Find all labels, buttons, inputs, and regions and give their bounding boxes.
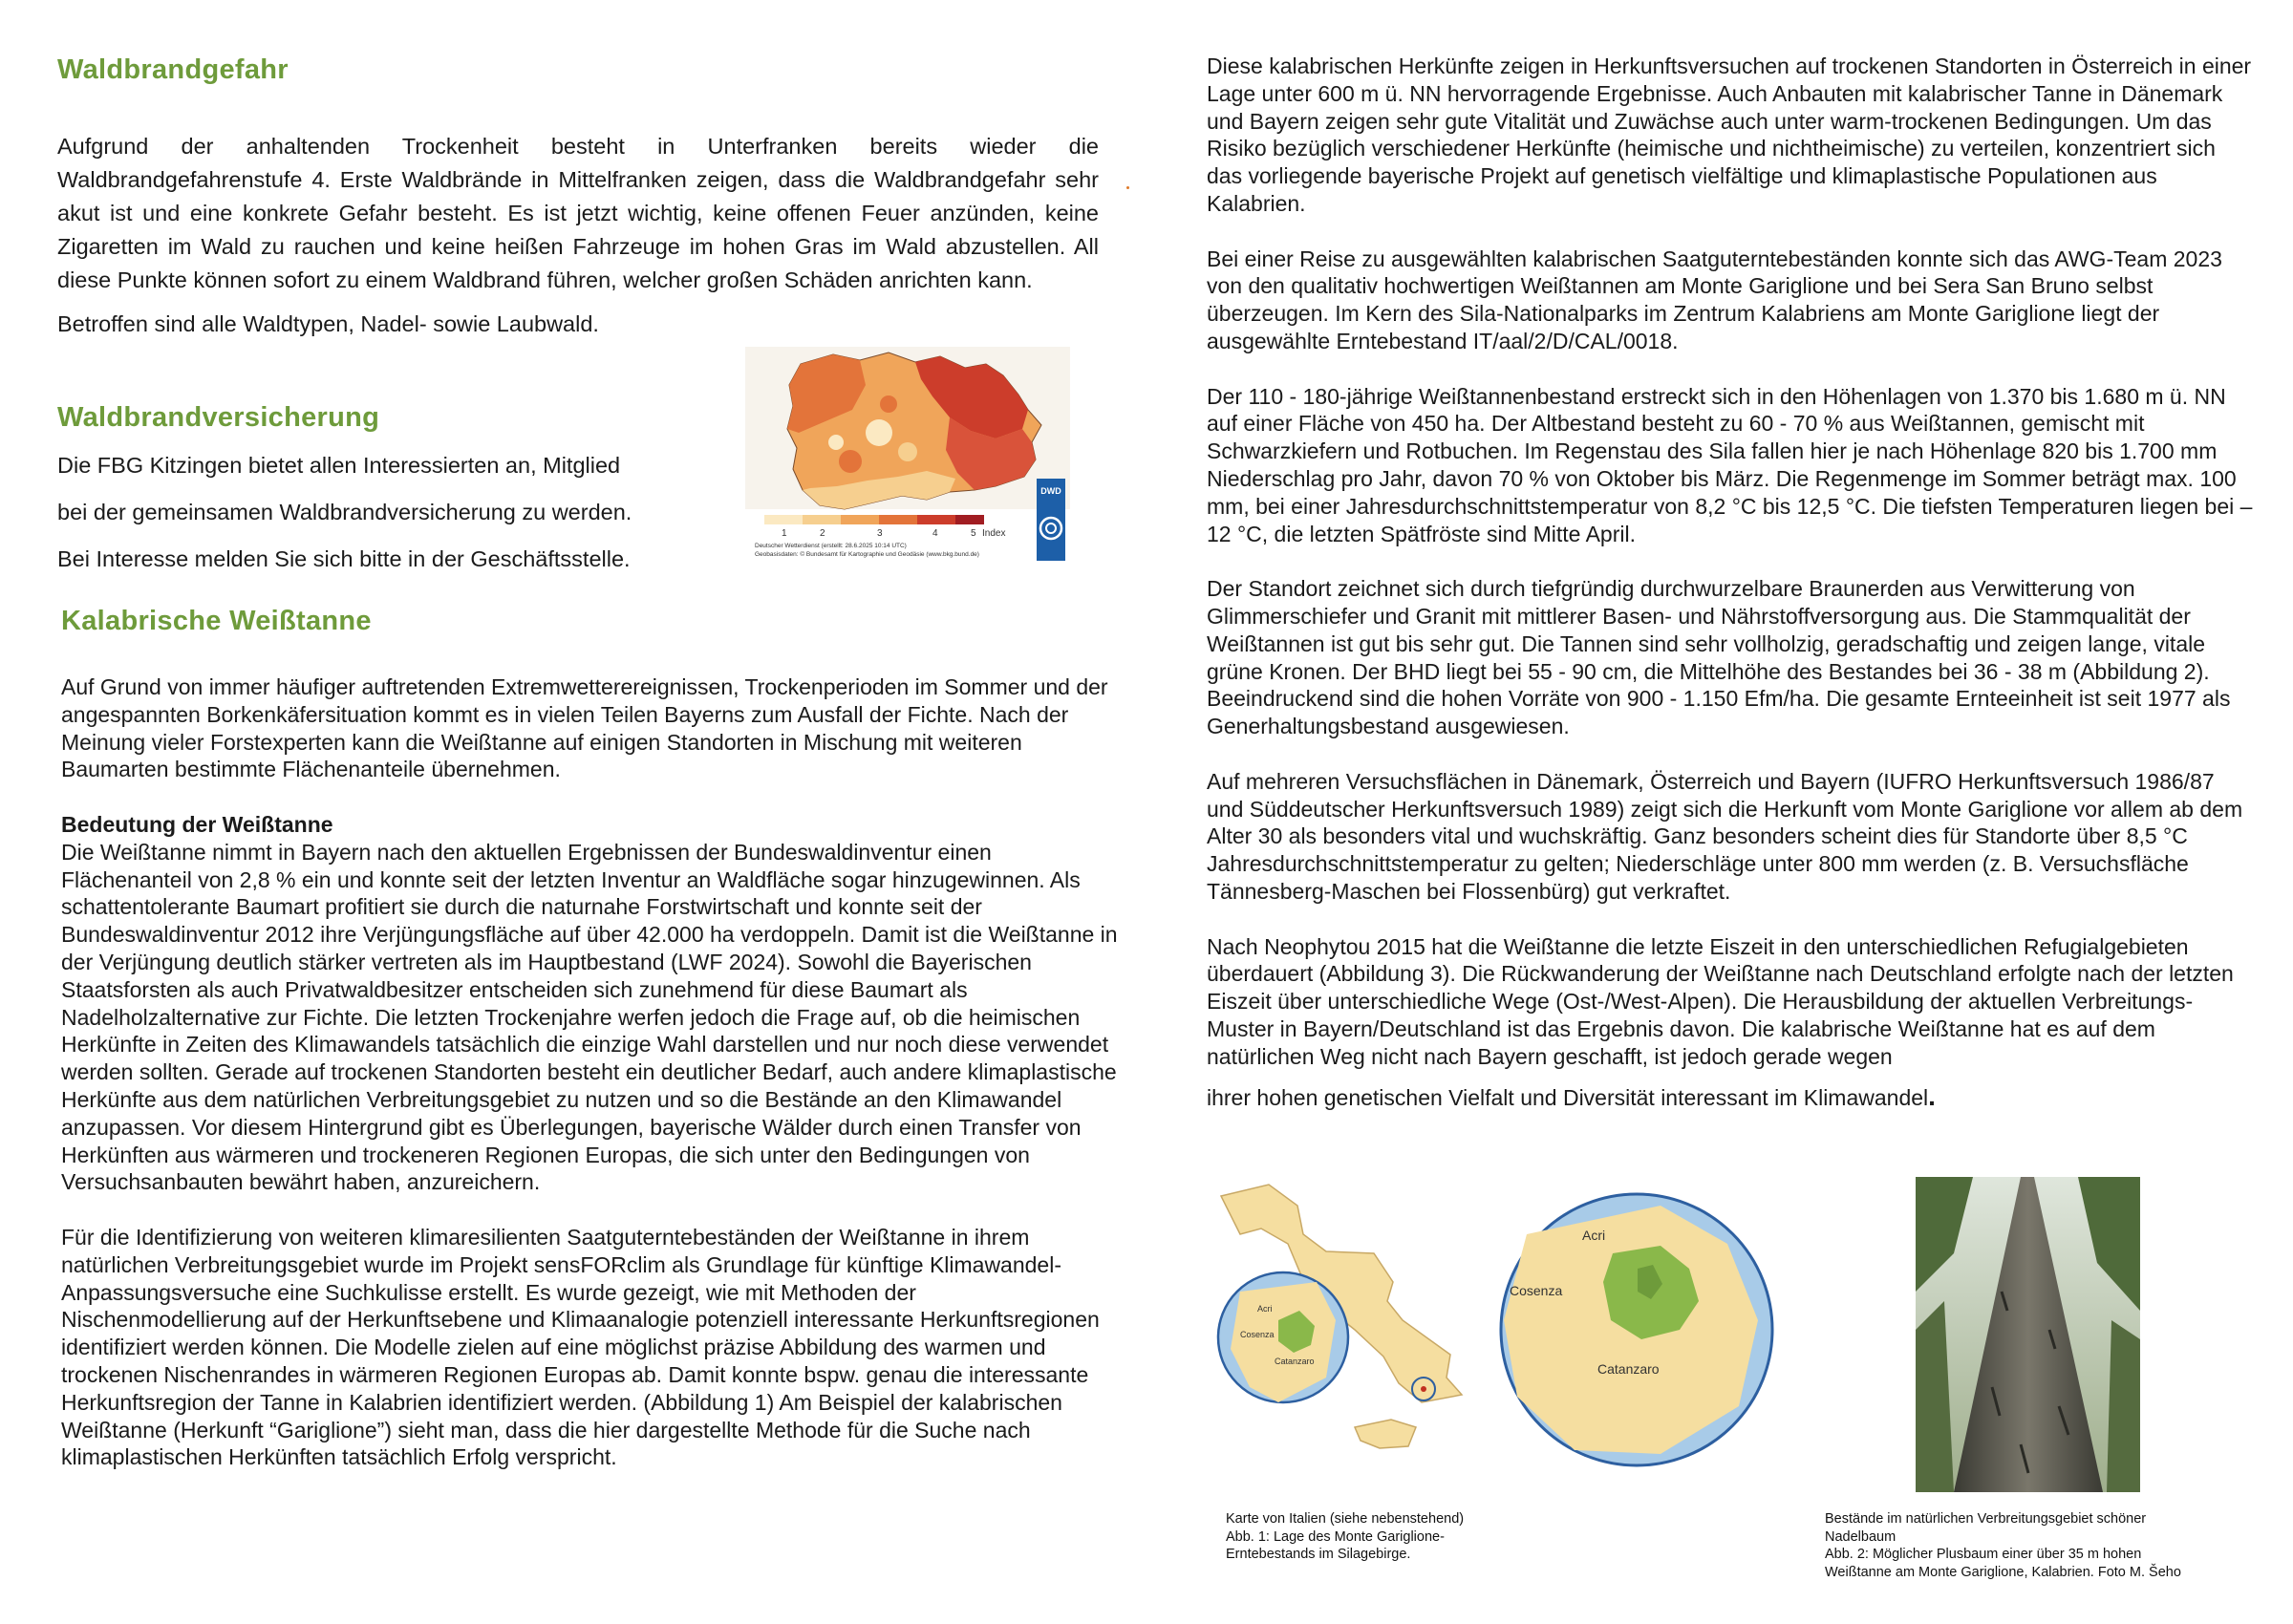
large-label-cosenza: Cosenza: [1510, 1283, 1563, 1298]
paragraph-versuchsflaechen: Auf mehreren Versuchsflächen in Dänemark, Österreich und Bayern (IUFRO Herkunftsversuch 1986/87 und Süddeutscher Herkunftsversuch 1989) zeigt sich die Herkunft vom Monte Gariglione vor allem ab dem Alter 30 als besonders vital und wuchskräftig. Ganz besonders scheint dies für Standorte über 8,5 °C Jahresdurchschnittstemperatur zu gelten; Niederschläge unter 800 mm werden (z. B. Versuchsfläche Tännesberg-Maschen bei Flossenbürg) gut verkraftet.: [1207, 768, 2243, 904]
paragraph-sensforclim: Für die Identifizierung von weiteren klimaresilienten Saatguterntebeständen der Weißtanne in ihrem natürlichen Verbreitungsgebiet wurde im Projekt sensFORclim als Grundlage für künftige Klimawandel-Anpassungsversuche eine Suchkulisse erstellt. Es wurde gezeigt, wie mit Methoden der Nischenmodellierung auf der Herkunftsebene und Klimaanalogie potenziell interessante Herkunftsregionen identifiziert werden können. Die Modelle zielen auf eine möglichst präzise Abbildung des warmen und trockenen Nischenrandes in wärmeren Regionen Europas ab. Damit konnte bspw. genau die interessante Herkunftsregion der Tanne in Kalabrien identifiziert werden. (Abbildung 1) Am Beispiel der kalabrischen Weißtanne (Herkunft “Gariglione”) sieht man, dass die hier dargestellte Methode für die Suche nach klimaplastischen Herkünften tatsächlich Erfolg verspricht.: [61, 1224, 1100, 1470]
caption-photo: [1825, 1510, 2226, 1581]
paragraph-bedeutung: Die Weißtanne nimmt in Bayern nach den aktuellen Ergebnissen der Bundeswaldinventur einen Flächenanteil von 2,8 % ein und konnte seit der letzten Inventur an Waldfläche sogar hinzugewinnen. Als schattentolerante Baumart profitiert sie durch die naturnahe Forstwirtschaft und konnte seit der Bundeswaldinventur 2012 ihre Verjüngungsfläche auf über 42.000 ha verdoppeln. Damit ist die Weißtanne in der Verjüngung deutlich stärker vertreten als im Hauptbestand (LWF 2024). Sowohl die Bayerischen Staatsforsten als auch Privatwaldbesitzer entscheiden sich zunehmend für diese Baumart als Nadelholzalternative zur Fichte. Die letzten Trockenjahre werfen jedoch die Frage auf, ob die heimischen Herkünfte in Zeiten des Klimawandels tatsächlich die einzige Wahl darstellen und nur noch diese verwendet werden sollten. Gerade auf trockenen Standorten besteht ein deutlicher Bedarf, auch andere klimaplastische Herkünfte aus dem natürlichen Verbreitungsgebiet zu nutzen und so die Bestände an den Klimawandel anzupassen. Vor diesem Hintergrund gibt es Überlegungen, bayerische Wälder durch einen Transfer von Herkünften aus wärmeren und trockeneren Regionen Europas, die sich unter den Bedingungen von Versuchsanbauten bewährt haben, anzureichern.: [61, 839, 1118, 1195]
large-label-catanzaro: Catanzaro: [1597, 1361, 1660, 1377]
subheading-bedeutung: Bedeutung der Weißtanne: [61, 811, 333, 837]
paragraph-awg-reise: Bei einer Reise zu ausgewählten kalabrischen Saatguterntebeständen konnte sich das AWG-Team 2023 von den qualitativ hochwertigen Weißtannen am Monte Gariglione und bei Sera San Bruno selbst überzeugen. Im Kern des Sila-Nationalparks im Zentrum Kalabriens am Monte Gariglione liegt der ausgewählte Erntebestand IT/aal/2/D/CAL/0018.: [1207, 246, 2222, 353]
weisstanne-photo: [1916, 1177, 2140, 1492]
legend-tick-2: 2: [820, 528, 825, 539]
legend-tick-5: 5: [971, 528, 976, 539]
paragraph-neophytou: Nach Neophytou 2015 hat die Weißtanne die letzte Eiszeit in den unterschiedlichen Refugialgebieten überdauert (Abbildung 3). Die Rückwanderung der Weißtanne nach Deutschland erfolgte nach der letzten Eiszeit über unterschiedliche Wege (Ost-/West-Alpen). Die Herausbildung der aktuellen Verbreitungs-Muster in Bayern/Deutschland ist das Ergebnis davon. Die kalabrische Weißtanne hat es auf dem natürlichen Weg nicht nach Bayern geschafft, ist jedoch gerade wegen: [1207, 933, 2234, 1069]
paragraph-herkunftsversuche: Diese kalabrischen Herkünfte zeigen in Herkunftsversuchen auf trockenen Standorten in Österreich in einer Lage unter 600 m ü. NN hervorragende Ergebnisse. Auch Anbauten mit kalabrischer Tanne in Dänemark und Bayern zeigen sehr gute Vitalität und Zuwächse auch unter warm-trockenen Bedingungen. Um das Risiko bezüglich verschiedener Herkünfte (heimische und nichtheimische) zu verteilen, konzentriert sich das vorliegende bayerische Projekt auf genetisch vielfältige und klimaplastische Populationen aus Kalabrien.: [1207, 53, 2252, 216]
heading-kalabrische-weisstanne: Kalabrische Weißtanne: [61, 606, 372, 636]
small-label-catanzaro: Catanzaro: [1275, 1357, 1315, 1366]
small-label-cosenza: Cosenza: [1240, 1330, 1275, 1339]
paragraph-versicherung: [57, 449, 726, 576]
caption-photo-line-2: Nadelbaum: [1825, 1528, 1897, 1545]
legend-tick-1: 1: [782, 528, 787, 539]
large-label-acri: Acri: [1582, 1228, 1606, 1243]
bavaria-fire-index-map: [745, 347, 1070, 565]
caption-photo-line-1: Bestände im natürlichen Verbreitungsgebiet schöner: [1825, 1511, 2147, 1527]
caption-photo-line-3: Abb. 2: Möglicher Plusbaum einer über 35 m hohen: [1825, 1547, 2142, 1562]
versicherung-line-1: Die FBG Kitzingen bietet allen Interessierten an, Mitglied: [57, 453, 621, 478]
paragraph-standort: Der Standort zeichnet sich durch tiefgründig durchwurzelbare Braunerden aus Verwitterung von Glimmerschiefer und Granit mit mittlerer Basen- und Nährstoffversorgung aus. Die Stammqualität der Weißtannen ist gut bis sehr gut. Die Tannen sind sehr vollholzig, geradschaftig und zeigen lange, vitale grüne Kronen. Der BHD liegt bei 55 - 90 cm, die Mittelhöhe des Bestandes bei 36 - 38 m (Abbildung 2). Beeindruckend sind die hohen Vorräte von 900 - 1.150 Efm/ha. Die gesamte Ernteeinheit ist seit 1977 als Generhaltungsbestand ausgewiesen.: [1207, 576, 2231, 739]
dwd-logo: [1037, 479, 1065, 561]
legend-tick-4: 4: [932, 528, 938, 539]
paragraph-betroffen: Betroffen sind alle Waldtypen, Nadel- sowie Laubwald.: [57, 311, 599, 336]
legend-tick-3: 3: [877, 528, 883, 539]
map-footer-2: Geobasisdaten: © Bundesamt für Kartographie und Geodäsie (www.bkg.bund.de): [755, 551, 979, 558]
svg-text:DWD: DWD: [1040, 486, 1061, 496]
small-inset: [1218, 1272, 1348, 1402]
kalabrisch-body: [61, 673, 1122, 1471]
paragraph-neophytou-last-line: [1207, 1082, 1936, 1112]
dwd-waldbrand-map: [745, 347, 1070, 565]
map-footer-1: Deutscher Wetterdienst (erstellt: 28.6.2025 10:14 UTC): [755, 543, 907, 549]
neophytou-last-text: ihrer hohen genetischen Vielfalt und Diversität interessant im Klimawandel: [1207, 1085, 1929, 1110]
versicherung-line-2: bei der gemeinsamen Waldbrandversicherung zu werden.: [57, 500, 632, 524]
right-body: [1207, 53, 2253, 1070]
heading-waldbrandversicherung: Waldbrandversicherung: [57, 402, 380, 433]
paragraph-intro: Auf Grund von immer häufiger auftretenden Extremwetterereignissen, Trockenperioden im Sommer und der angespannten Borkenkäfersituation kommt es in vielen Teilen Bayerns zum Ausfall der Fichte. Nach der Meinung vieler Forstexperten kann die Weißtanne auf einigen Standorten in Mischung mit weiteren Baumarten bestimmte Flächenanteile übernehmen.: [61, 674, 1108, 782]
versicherung-line-3: Bei Interesse melden Sie sich bitte in der Geschäftsstelle.: [57, 546, 631, 571]
waldbrandgefahr-text: Aufgrund der anhaltenden Trockenheit besteht in Unterfranken bereits wieder die Waldbrandgefahrenstufe 4. Erste Waldbrände in Mittelfranken zeigen, dass die Waldbrandgefahr sehr akut ist und eine konkrete Gefahr besteht. Es ist jetzt wichtig, keine offenen Feuer anzünden, keine Zigaretten im Wald zu rauchen und keine heißen Fahrzeuge im hohen Gras im Wald abzustellen. All diese Punkte können sofort zu einem Waldbrand führen, welcher großen Schäden anrichten kann.: [57, 134, 1099, 292]
tree-photo-graphic: [1916, 1177, 2140, 1492]
caption-map-line-3: Erntebestands im Silagebirge.: [1226, 1547, 1411, 1562]
heading-waldbrandgefahr: Waldbrandgefahr: [57, 54, 289, 85]
caption-map-line-1: Karte von Italien (siehe nebenstehend): [1226, 1511, 1465, 1527]
large-inset: [1501, 1194, 1772, 1465]
legend-label-index: Index: [982, 528, 1006, 539]
neophytou-period: .: [1928, 1081, 1936, 1111]
italy-map-graphic: [1211, 1177, 1780, 1492]
small-label-acri: Acri: [1257, 1304, 1273, 1314]
paragraph-waldbrandgefahr: [57, 130, 1099, 297]
caption-photo-line-4: Weißtanne am Monte Gariglione, Kalabrien. Foto M. Šeho: [1825, 1564, 2181, 1580]
caption-map: [1226, 1510, 1474, 1564]
sicily-outline: [1355, 1420, 1416, 1448]
italy-calabria-map: [1211, 1177, 1780, 1492]
caption-map-line-2: Abb. 1: Lage des Monte Gariglione-: [1226, 1528, 1445, 1545]
decorative-dot: [1126, 186, 1129, 189]
paragraph-bestand: Der 110 - 180-jährige Weißtannenbestand erstreckt sich in den Höhenlagen von 1.370 bis 1.680 m ü. NN auf einer Fläche von 450 ha. Der Altbestand besteht zu 60 - 70 % aus Weißtannen, gemischt mit Schwarzkiefern und Rotbuchen. Im Regenstau des Sila fallen hier je nach Höhenlage 820 bis 1.700 mm Niederschlag pro Jahr, davon 70 % von Oktober bis März. Die Regenmenge im Sommer beträgt max. 100 mm, bei einer Jahresdurchschnittstemperatur von 8,2 °C bis 12,5 °C. Die tiefsten Temperaturen liegen bei –12 °C, die letzten Spätfröste sind Mitte April.: [1207, 383, 2253, 546]
